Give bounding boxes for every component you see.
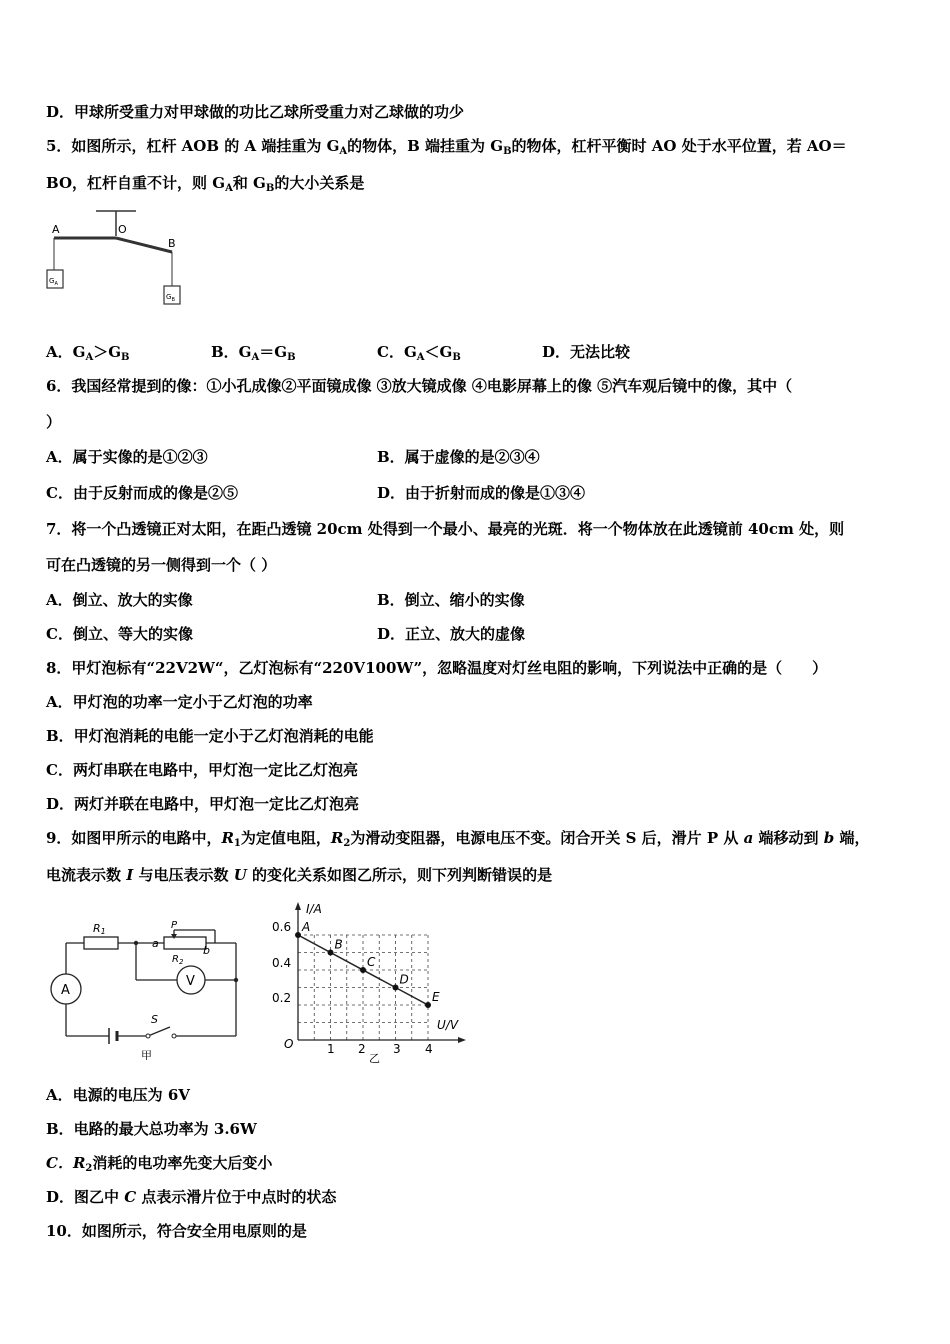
y-tick-label: 0.6 bbox=[272, 920, 292, 934]
label-a: a bbox=[152, 937, 159, 950]
q6-option-d[interactable]: D．由于折射而成的像是①③④ bbox=[377, 484, 586, 502]
q6-option-b[interactable]: B．属于虚像的是②③④ bbox=[377, 448, 540, 466]
q5-option-a[interactable]: A．$G_A>G_B$ bbox=[46, 343, 130, 363]
switch-pivot bbox=[146, 1034, 150, 1038]
q7-option-c[interactable]: C．倒立、等大的实像 bbox=[46, 625, 193, 643]
q9-option-b[interactable]: B．电路的最大总功率为 3.6W bbox=[46, 1120, 257, 1138]
junction-dot bbox=[234, 978, 238, 982]
switch-contact bbox=[172, 1034, 176, 1038]
x-tick-label: 2 bbox=[358, 1042, 366, 1056]
x-axis-label: U/V bbox=[437, 1018, 459, 1032]
q9-option-a[interactable]: A．电源的电压为 6V bbox=[46, 1086, 190, 1104]
data-point-a bbox=[295, 932, 301, 938]
q9-option-c[interactable]: C．$R_2$消耗的电功率先变大后变小 bbox=[46, 1154, 273, 1174]
x-tick-label: 1 bbox=[327, 1042, 335, 1056]
label-b: B bbox=[168, 237, 176, 250]
point-label-a: A bbox=[302, 920, 311, 934]
grid bbox=[298, 935, 428, 1040]
label-r2: $R_2$ bbox=[172, 954, 184, 966]
q5-stem-line2: BO，杠杆自重不计，则 $G_A$和 $G_B$的大小关系是 bbox=[46, 174, 365, 194]
q6-stem-line2: ） bbox=[46, 413, 62, 431]
voltmeter-label: V bbox=[186, 974, 195, 989]
y-axis-arrow bbox=[295, 902, 301, 910]
q8-option-a[interactable]: A．甲灯泡的功率一定小于乙灯泡的功率 bbox=[46, 693, 313, 711]
caption-yi: 乙 bbox=[369, 1052, 380, 1065]
q7-stem-line1: 7．将一个凸透镜正对太阳，在距凸透镜 20cm 处得到一个最小、最亮的光斑．将一个物体放在此透镜前 40cm 处，则 bbox=[46, 520, 845, 538]
q8-option-d[interactable]: D．两灯并联在电路中，甲灯泡一定比乙灯泡亮 bbox=[46, 795, 360, 813]
y-tick-label: 0.2 bbox=[272, 991, 292, 1005]
q4-option-d: D．甲球所受重力对甲球做的功比乙球所受重力对乙球做的功少 bbox=[46, 103, 465, 121]
label-a: A bbox=[52, 223, 60, 236]
q9-stem-line2: 电流表示数 I 与电压表示数 U 的变化关系如图乙所示，则下列判断错误的是 bbox=[46, 866, 553, 884]
y-axis-label: I/A bbox=[306, 902, 322, 916]
point-label-d: D bbox=[399, 972, 409, 987]
point-label-c: C bbox=[367, 955, 376, 969]
label-s: S bbox=[151, 1013, 158, 1026]
x-tick-label: 3 bbox=[393, 1042, 401, 1056]
data-point-b bbox=[328, 950, 334, 956]
q6-option-a[interactable]: A．属于实像的是①②③ bbox=[46, 448, 208, 466]
label-ga: $G_A$ bbox=[49, 277, 58, 287]
label-o: O bbox=[118, 223, 127, 236]
origin-label: O bbox=[284, 1037, 294, 1051]
q9-option-d[interactable]: D．图乙中 C 点表示滑片位于中点时的状态 bbox=[46, 1188, 337, 1206]
q9-iu-graph bbox=[270, 898, 470, 1068]
q10-stem: 10．如图所示，符合安全用电原则的是 bbox=[46, 1222, 307, 1240]
junction-dot bbox=[134, 941, 138, 945]
resistor-r1 bbox=[84, 937, 118, 949]
q9-circuit-diagram bbox=[40, 910, 250, 1060]
q6-stem-line1: 6．我国经常提到的像：①小孔成像②平面镜成像 ③放大镜成像 ④电影屏幕上的像 ⑤汽车观后镜中的像，其中（ bbox=[46, 377, 793, 395]
point-label-e: E bbox=[432, 990, 440, 1004]
label-b: b bbox=[203, 944, 210, 957]
label-r1: R1 bbox=[93, 922, 106, 936]
q7-stem-line2: 可在凸透镜的另一侧得到一个（ ） bbox=[46, 556, 277, 574]
q9-stem-line1: 9．如图甲所示的电路中，$R_1$为定值电阻，$R_2$为滑动变阻器，电源电压不变。闭合开关 S 后，滑片 P 从 a 端移动到 b 端， bbox=[46, 829, 870, 849]
x-tick-label: 4 bbox=[425, 1042, 433, 1056]
label-p: P bbox=[171, 920, 178, 931]
q5-option-d[interactable]: D．无法比较 bbox=[542, 343, 631, 361]
q5-option-c[interactable]: C．$G_A<G_B$ bbox=[377, 343, 461, 363]
caption-jia: 甲 bbox=[141, 1049, 152, 1060]
data-point-c bbox=[360, 967, 366, 973]
rheostat-r2 bbox=[164, 937, 206, 949]
q8-option-c[interactable]: C．两灯串联在电路中，甲灯泡一定比乙灯泡亮 bbox=[46, 761, 358, 779]
y-tick-label: 0.4 bbox=[272, 956, 292, 970]
data-point-d bbox=[393, 985, 399, 991]
ammeter-label: A bbox=[61, 983, 70, 998]
q7-option-d[interactable]: D．正立、放大的虚像 bbox=[377, 625, 526, 643]
data-point-e bbox=[425, 1002, 431, 1008]
q5-option-b[interactable]: B．$G_A=G_B$ bbox=[211, 343, 296, 363]
point-label-b: B bbox=[334, 937, 343, 952]
label-gb: $G_B$ bbox=[166, 293, 175, 303]
q6-option-c[interactable]: C．由于反射而成的像是②⑤ bbox=[46, 484, 238, 502]
q8-option-b[interactable]: B．甲灯泡消耗的电能一定小于乙灯泡消耗的电能 bbox=[46, 727, 374, 745]
x-axis-arrow bbox=[458, 1037, 466, 1043]
q7-option-a[interactable]: A．倒立、放大的实像 bbox=[46, 591, 193, 609]
q5-lever-figure bbox=[44, 204, 184, 308]
q8-stem: 8．甲灯泡标有“22V2W“，乙灯泡标有“220V100W”，忽略温度对灯丝电阻的影响，下列说法中正确的是（ ） bbox=[46, 659, 828, 677]
lever-ob bbox=[116, 238, 172, 252]
q7-option-b[interactable]: B．倒立、缩小的实像 bbox=[377, 591, 525, 609]
q5-stem-line1: 5．如图所示，杠杆 AOB 的 A 端挂重为 $G_A$的物体，B 端挂重为 $G_B$的物体，杠杆平衡时 AO 处于水平位置，若 AO＝ bbox=[46, 137, 847, 157]
